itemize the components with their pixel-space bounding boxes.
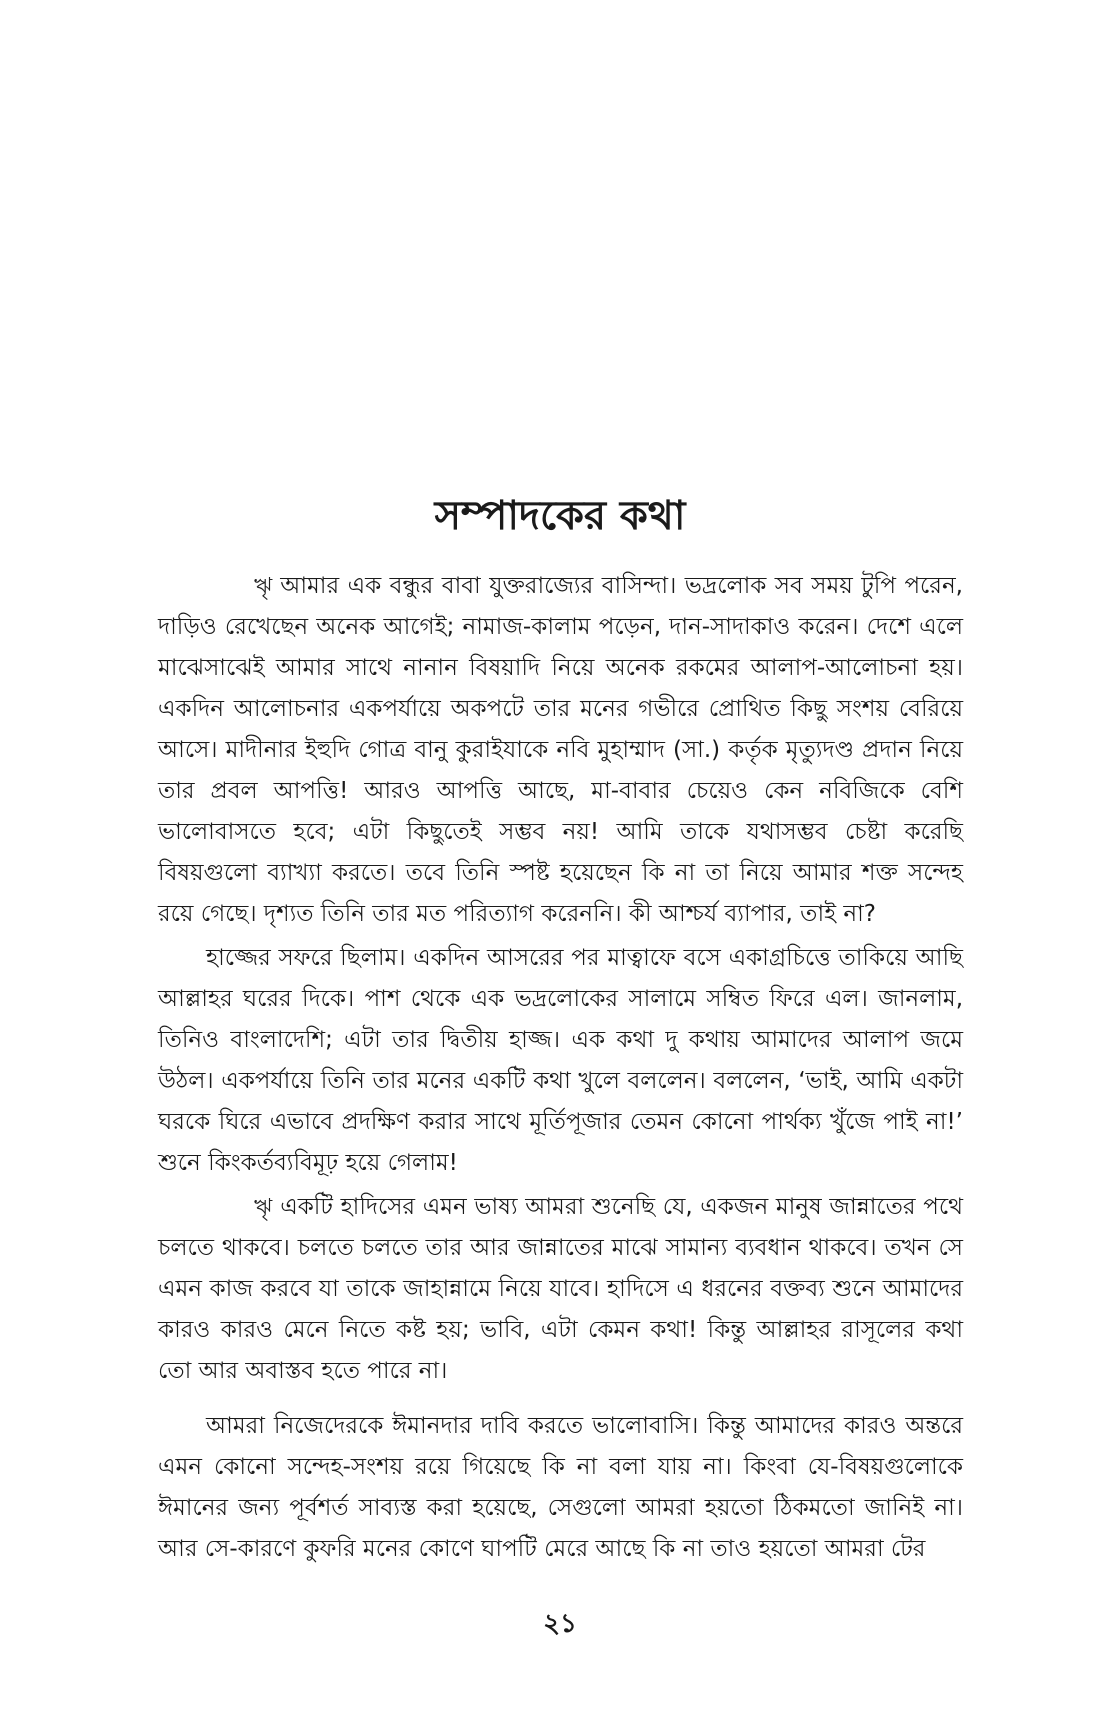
paragraph-4-text: আমরা নিজেদেরকে ঈমানদার দাবি করতে ভালোবাসি। কিন্তু আমাদের কারও অন্তরে এমন কোনো সন্দেহ-সংশয় রয়ে গিয়েছে কি না বলা যায় না। কিংবা যে-বিষয়গুলোকে ঈমানের জন্য পূর্বশর্ত সাব্যস্ত করা হয়েছে, সেগুলো আমরা হয়তো ঠিকমতো জানিই না। আর সে-কারণে কুফরি মনের কোণে ঘাপটি মেরে আছে কি না তাও হয়তো আমরা টের (158, 1413, 963, 1562)
paragraph-1-text: আমার এক বন্ধুর বাবা যুক্তরাজ্যের বাসিন্দা। ভদ্রলোক সব সময় টুপি পরেন, দাড়িও রেখেছেন অনেক আগেই; নামাজ-কালাম পড়েন, দান-সাদাকাও করেন। দেশে এলে মাঝেসাঝেই আমার সাথে নানান বিষয়াদি নিয়ে অনেক রকমের আলাপ-আলোচনা হয়। একদিন আলোচনার একপর্যায়ে অকপটে তার মনের গভীরে প্রোথিত কিছু সংশয় বেরিয়ে আসে। মাদীনার ইহুদি গোত্র বানু কুরাইযাকে নবি মুহাম্মাদ (সা.) কর্তৃক মৃত্যুদণ্ড প্রদান নিয়ে তার প্রবল আপত্তি! আরও আপত্তি আছে, মা-বাবার চেয়েও কেন নবিজিকে বেশি ভালোবাসতে হবে; এটা কিছুতেই সম্ভব নয়! আমি তাকে যথাসম্ভব চেষ্টা করেছি বিষয়গুলো ব্যাখ্যা করতে। তবে তিনি স্পষ্ট হয়েছেন কি না তা নিয়ে আমার শক্ত সন্দেহ রয়ে গেছে। দৃশ্যত তিনি তার মত পরিত্যাগ করেননি। কী আশ্চর্য ব্যাপার, তাই না? (158, 573, 963, 927)
paragraph-2-text: হাজ্জের সফরে ছিলাম। একদিন আসরের পর মাত্বাফে বসে একাগ্রচিত্তে তাকিয়ে আছি আল্লাহর ঘরের দিকে। পাশ থেকে এক ভদ্রলোকের সালামে সম্বিত ফিরে এল। জানলাম, তিনিও বাংলাদেশি; এটা তার দ্বিতীয় হাজ্জ। এক কথা দু কথায় আমাদের আলাপ জমে উঠল। একপর্যায়ে তিনি তার মনের একটি কথা খুলে বললেন। বললেন, ‘ভাই, আমি একটা ঘরকে ঘিরে এভাবে প্রদক্ষিণ করার সাথে মূর্তিপূজার তেমন কোনো পার্থক্য খুঁজে পাই না!’ শুনে কিংকর্তব্যবিমূঢ় হয়ে গেলাম! (158, 945, 963, 1176)
paragraph-4 (158, 1406, 963, 1570)
paragraph-2 (158, 938, 963, 1184)
swirl-ornament-icon: ৠ (254, 1195, 273, 1220)
page-number: ২১ (543, 1609, 577, 1639)
paragraph-1 (158, 566, 963, 935)
body-text (158, 566, 963, 1570)
paragraph-3-text: একটি হাদিসের এমন ভাষ্য আমরা শুনেছি যে, একজন মানুষ জান্নাতের পথে চলতে থাকবে। চলতে চলতে তার আর জান্নাতের মাঝে সামান্য ব্যবধান থাকবে। তখন সে এমন কাজ করবে যা তাকে জাহান্নামে নিয়ে যাবে। হাদিসে এ ধরনের বক্তব্য শুনে আমাদের কারও কারও মেনে নিতে কষ্ট হয়; ভাবি, এটা কেমন কথা! কিন্তু আল্লাহর রাসূলের কথা তো আর অবাস্তব হতে পারে না। (158, 1194, 963, 1384)
swirl-ornament-icon: ৠ (254, 574, 273, 599)
chapter-title: সম্পাদকের কথা (434, 493, 686, 539)
paragraph-3 (158, 1187, 963, 1392)
